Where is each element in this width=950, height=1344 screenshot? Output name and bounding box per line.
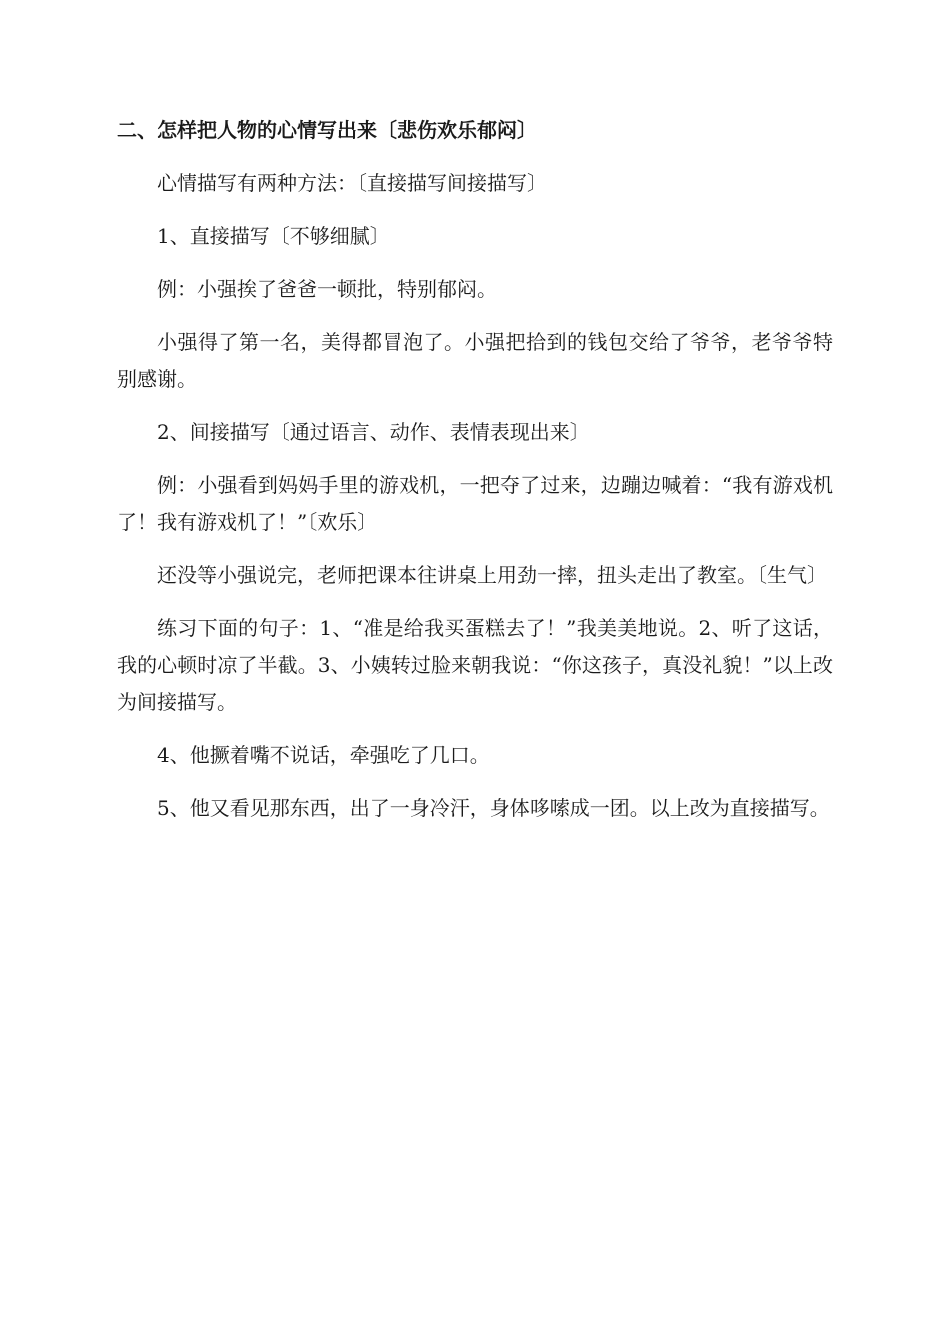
paragraph-direct-example: 例：小强挨了爸爸一顿批，特别郁闷。 (157, 277, 497, 301)
paragraph-indirect-example: 例：小强看到妈妈手里的游戏机，一把夺了过来，边蹦边喊着：“我有游戏机了！我有游戏机了！”〔欢乐〕 (117, 473, 833, 534)
paragraph-indirect-example-2: 还没等小强说完，老师把课本往讲桌上用劲一摔，扭头走出了教室。〔生气〕 (157, 563, 827, 587)
paragraph-indirect-title: 2、间接描写〔通过语言、动作、表情表现出来〕 (157, 420, 590, 444)
paragraph-direct-title: 1、直接描写〔不够细腻〕 (157, 224, 390, 248)
document-body (117, 112, 833, 843)
section-heading: 二、怎样把人物的心情写出来〔悲伤欢乐郁闷〕 (117, 118, 537, 142)
paragraph-methods: 心情描写有两种方法：〔直接描写间接描写〕 (157, 171, 547, 195)
paragraph-exercise: 练习下面的句子：1、“准是给我买蛋糕去了！”我美美地说。2、听了这话，我的心顿时凉了半截。3、小姨转过脸来朝我说：“你这孩子，真没礼貌！”以上改为间接描写。 (117, 616, 833, 714)
paragraph-direct-example-2: 小强得了第一名，美得都冒泡了。小强把拾到的钱包交给了爷爷，老爷爷特别感谢。 (117, 330, 833, 391)
paragraph-exercise-4: 4、他撅着嘴不说话，牵强吃了几口。 (157, 743, 490, 767)
paragraph-exercise-5: 5、他又看见那东西，出了一身冷汗，身体哆嗦成一团。以上改为直接描写。 (157, 796, 830, 820)
